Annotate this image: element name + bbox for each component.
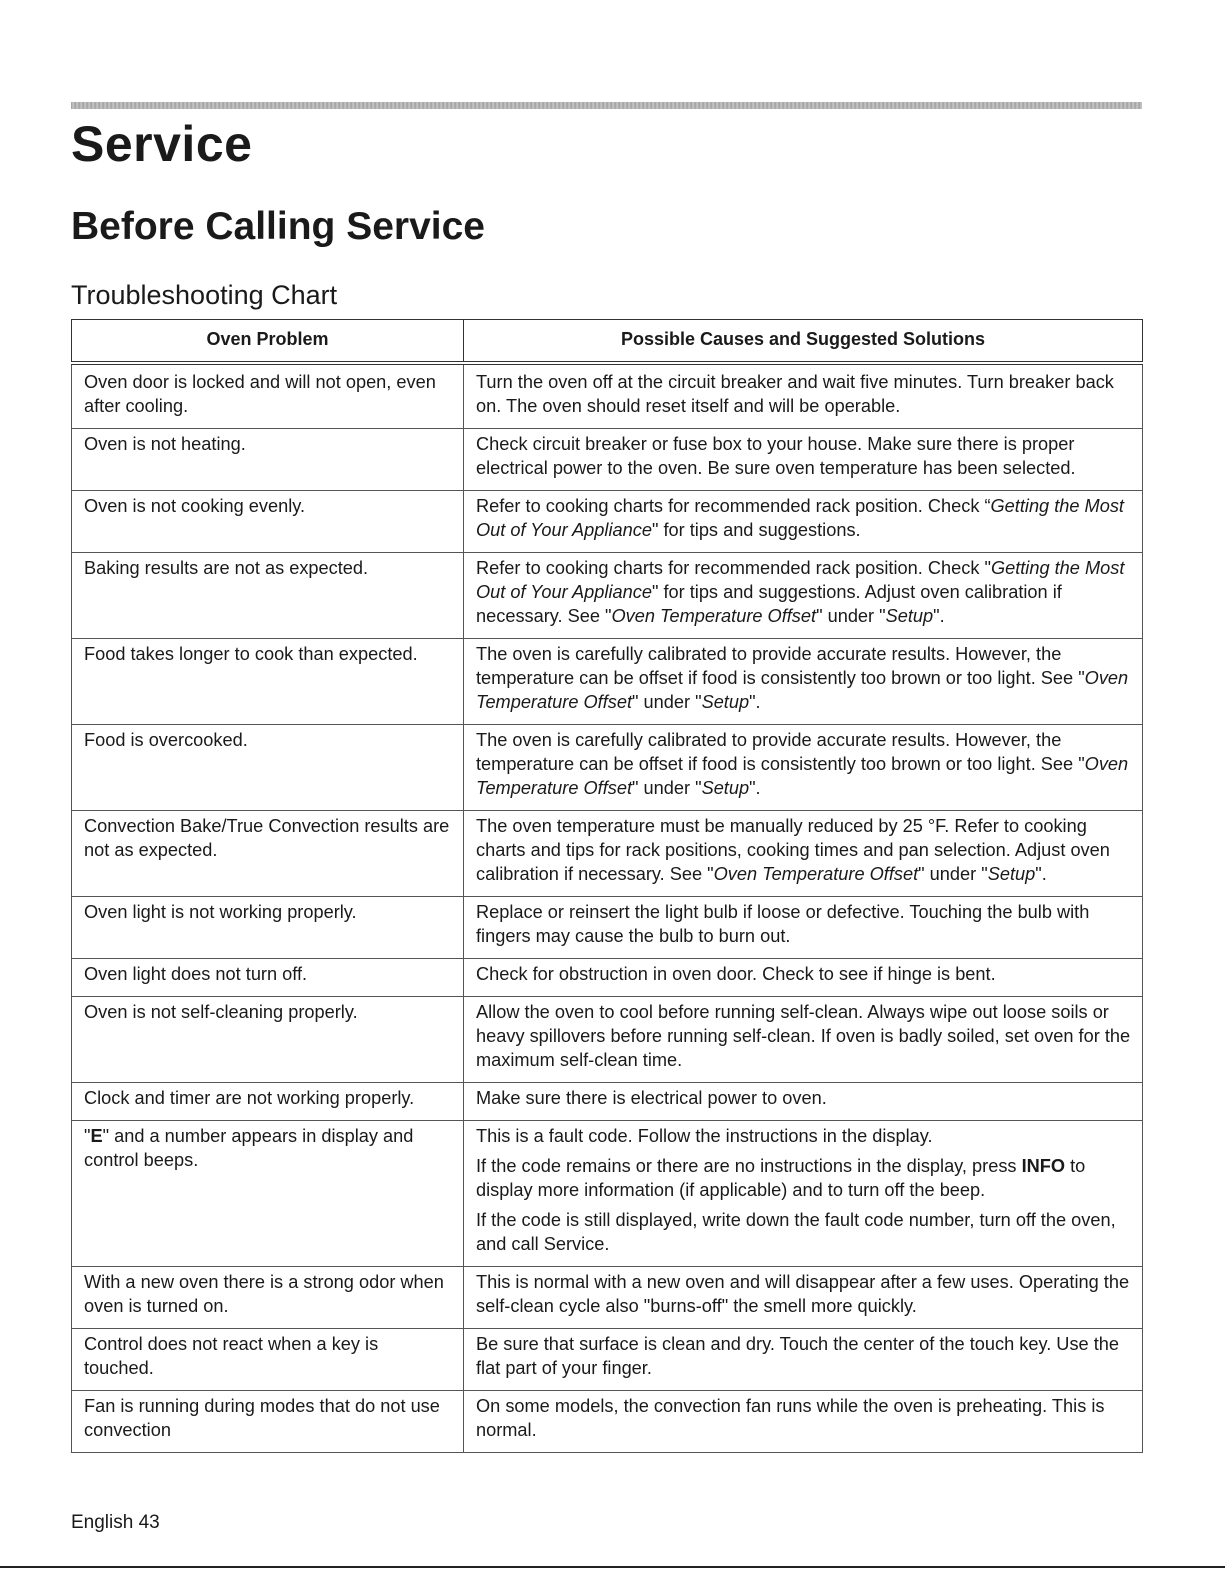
solution-paragraph (476, 1332, 1132, 1380)
problem-cell (72, 725, 464, 811)
solution-paragraph (476, 1270, 1132, 1318)
solution-paragraph (476, 1086, 1132, 1110)
text-run: ". (749, 692, 761, 712)
text-run: Oven is not heating. (84, 434, 246, 454)
solution-cell (464, 1267, 1143, 1329)
solution-paragraph (476, 494, 1132, 542)
solution-cell (464, 363, 1143, 429)
table-row (72, 553, 1143, 639)
solution-cell (464, 897, 1143, 959)
text-run: If the code remains or there are no instructions in the display, press (476, 1156, 1022, 1176)
text-run: " for tips and suggestions. Adjust oven calibration if necessary. See " (476, 582, 1062, 626)
italic-text: Oven Temperature Offset (713, 864, 919, 884)
solution-paragraph (476, 1000, 1132, 1072)
italic-text: Setup (701, 692, 750, 712)
italic-text: Oven Temperature Offset (611, 606, 817, 626)
text-run: " and a number appears in display and control beeps. (84, 1126, 414, 1170)
section-heading: Before Calling Service (71, 205, 485, 248)
solution-paragraph (476, 900, 1132, 948)
problem-cell (72, 429, 464, 491)
problem-cell (72, 363, 464, 429)
solution-paragraph (476, 432, 1132, 480)
italic-text: Getting the Most Out of Your Appliance (476, 496, 1124, 540)
text-run: Make sure there is electrical power to oven. (476, 1088, 827, 1108)
problem-cell (72, 959, 464, 997)
text-run: ". (749, 778, 761, 798)
text-run: The oven is carefully calibrated to provide accurate results. However, the temperature can be offset if food is consistently too brown or too light. See " (476, 644, 1085, 688)
table-row (72, 997, 1143, 1083)
solution-paragraph (476, 1208, 1132, 1256)
text-run: Allow the oven to cool before running self-clean. Always wipe out loose soils or heavy spillovers before running self-clean. If oven is badly soiled, set oven for the maximum self-clean time. (476, 1002, 1131, 1070)
text-run: " under " (816, 606, 886, 626)
italic-text: Oven Temperature Offset (476, 754, 1129, 798)
text-run: Oven is not self-cleaning properly. (84, 1002, 358, 1022)
text-run: to display more information (if applicable) and to turn off the beep. (476, 1156, 1086, 1200)
text-run: Control does not react when a key is touched. (84, 1334, 379, 1378)
problem-cell (72, 553, 464, 639)
problem-cell (72, 897, 464, 959)
table-row (72, 959, 1143, 997)
text-run: Turn the oven off at the circuit breaker and wait five minutes. Turn breaker back on. The oven should reset itself and will be operable. (476, 372, 1114, 416)
problem-cell (72, 1267, 464, 1329)
solution-paragraph (476, 642, 1132, 714)
table-row (72, 1391, 1143, 1453)
problem-cell (72, 1391, 464, 1453)
solution-paragraph (476, 556, 1132, 628)
text-run: The oven temperature must be manually reduced by 25 °F. Refer to cooking charts and tips for rack positions, cooking times and pan selection. Adjust oven calibration if necessary. See " (476, 816, 1110, 884)
text-run: Refer to cooking charts for recommended rack position. Check " (476, 558, 991, 578)
table-header-row (72, 320, 1143, 364)
footer-rule (0, 1566, 1225, 1568)
problem-cell (72, 491, 464, 553)
solution-paragraph (476, 1154, 1132, 1202)
solution-cell (464, 959, 1143, 997)
solution-cell (464, 1329, 1143, 1391)
table-row (72, 429, 1143, 491)
text-run: Replace or reinsert the light bulb if loose or defective. Touching the bulb with fingers may cause the bulb to burn out. (476, 902, 1090, 946)
bold-text: E (90, 1126, 103, 1146)
solution-cell (464, 997, 1143, 1083)
text-run: Convection Bake/True Convection results are not as expected. (84, 816, 450, 860)
text-run: Be sure that surface is clean and dry. Touch the center of the touch key. Use the flat part of your finger. (476, 1334, 1119, 1378)
italic-text: Setup (885, 606, 934, 626)
italic-text: Oven Temperature Offset (476, 668, 1129, 712)
solution-paragraph (476, 962, 1132, 986)
text-run: Oven is not cooking evenly. (84, 496, 306, 516)
text-run: Food is overcooked. (84, 730, 248, 750)
table-row (72, 491, 1143, 553)
solution-cell (464, 639, 1143, 725)
header-rule (71, 102, 1142, 109)
solution-paragraph (476, 814, 1132, 886)
text-run: Oven door is locked and will not open, even after cooling. (84, 372, 436, 416)
text-run: On some models, the convection fan runs while the oven is preheating. This is normal. (476, 1396, 1105, 1440)
solution-cell (464, 1121, 1143, 1267)
troubleshooting-table (71, 319, 1143, 1453)
italic-text: Setup (701, 778, 750, 798)
text-run: Check circuit breaker or fuse box to your house. Make sure there is proper electrical power to the oven. Be sure oven temperature has been selected. (476, 434, 1076, 478)
text-run: Baking results are not as expected. (84, 558, 369, 578)
page-footer: English 43 (71, 1512, 160, 1533)
solution-cell (464, 1083, 1143, 1121)
bold-text: INFO (1021, 1156, 1066, 1176)
text-run: Check for obstruction in oven door. Check to see if hinge is bent. (476, 964, 996, 984)
text-run: " for tips and suggestions. (651, 520, 861, 540)
text-run: Food takes longer to cook than expected. (84, 644, 418, 664)
text-run: " (84, 1126, 91, 1146)
solution-cell (464, 725, 1143, 811)
text-run: ". (1035, 864, 1047, 884)
text-run: ". (933, 606, 945, 626)
column-header-solutions: Possible Causes and Suggested Solutions (464, 320, 1143, 364)
text-run: Oven light is not working properly. (84, 902, 357, 922)
table-row (72, 897, 1143, 959)
table-row (72, 1083, 1143, 1121)
problem-cell (72, 1121, 464, 1267)
solution-cell (464, 811, 1143, 897)
page-title: Service (71, 116, 253, 172)
table-row (72, 811, 1143, 897)
solution-paragraph (476, 370, 1132, 418)
solution-paragraph (476, 728, 1132, 800)
text-run: This is normal with a new oven and will disappear after a few uses. Operating the self-clean cycle also "burns-off" the smell more quickly. (476, 1272, 1130, 1316)
solution-cell (464, 1391, 1143, 1453)
solution-cell (464, 429, 1143, 491)
table-row (72, 1329, 1143, 1391)
subsection-heading: Troubleshooting Chart (71, 280, 338, 310)
table-row (72, 1121, 1143, 1267)
text-run: If the code is still displayed, write down the fault code number, turn off the oven, and call Service. (476, 1210, 1116, 1254)
problem-cell (72, 997, 464, 1083)
problem-cell (72, 1329, 464, 1391)
table-row (72, 639, 1143, 725)
text-run: " under " (632, 778, 702, 798)
table-row (72, 363, 1143, 429)
solution-cell (464, 553, 1143, 639)
text-run: Fan is running during modes that do not use convection (84, 1396, 440, 1440)
solution-paragraph (476, 1124, 1132, 1148)
text-run: Clock and timer are not working properly. (84, 1088, 415, 1108)
text-run: " under " (632, 692, 702, 712)
problem-cell (72, 1083, 464, 1121)
italic-text: Getting the Most Out of Your Appliance (476, 558, 1125, 602)
table-row (72, 1267, 1143, 1329)
text-run: The oven is carefully calibrated to provide accurate results. However, the temperature can be offset if food is consistently too brown or too light. See " (476, 730, 1085, 774)
table-row (72, 725, 1143, 811)
text-run: Refer to cooking charts for recommended rack position. Check “ (476, 496, 991, 516)
text-run: This is a fault code. Follow the instructions in the display. (476, 1126, 933, 1146)
text-run: " under " (918, 864, 988, 884)
italic-text: Setup (987, 864, 1036, 884)
column-header-problem: Oven Problem (72, 320, 464, 364)
problem-cell (72, 639, 464, 725)
text-run: With a new oven there is a strong odor when oven is turned on. (84, 1272, 444, 1316)
solution-paragraph (476, 1394, 1132, 1442)
solution-cell (464, 491, 1143, 553)
problem-cell (72, 811, 464, 897)
text-run: Oven light does not turn off. (84, 964, 308, 984)
